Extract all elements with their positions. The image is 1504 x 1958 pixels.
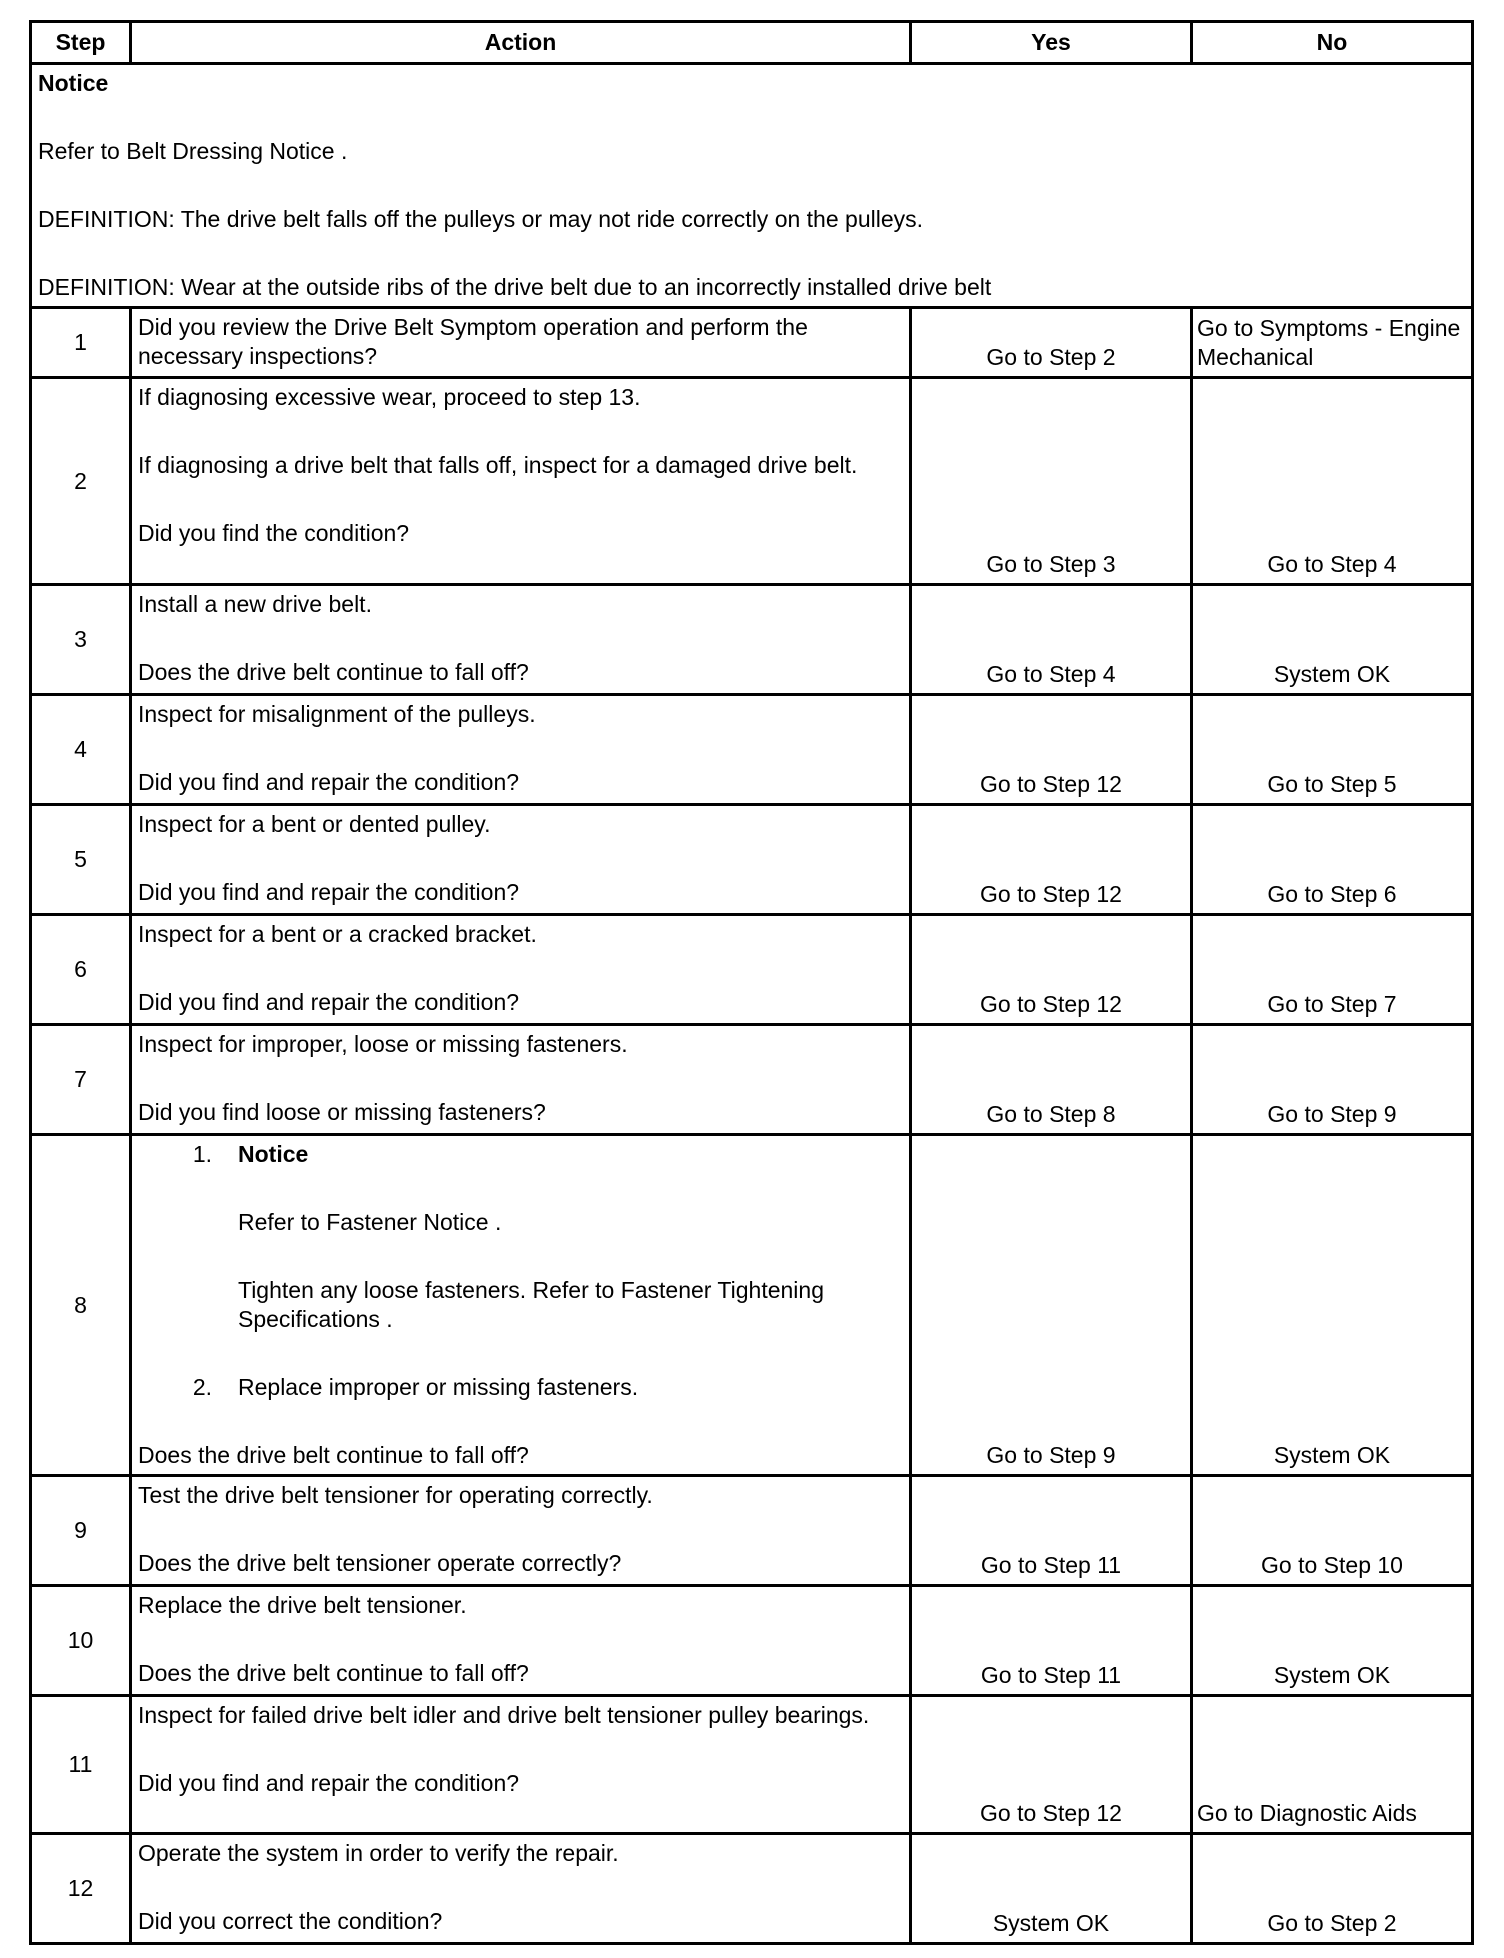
yes-cell: Go to Step 11	[911, 1476, 1192, 1586]
table-row	[31, 1834, 1473, 1944]
action-question: Does the drive belt continue to fall off?	[138, 659, 529, 685]
no-cell: Go to Step 4	[1192, 378, 1473, 585]
table-row	[31, 805, 1473, 915]
no-cell: Go to Step 2	[1192, 1834, 1473, 1944]
yes-cell: Go to Step 8	[911, 1025, 1192, 1135]
list-number: 1.	[192, 1141, 212, 1167]
no-cell: Go to Step 7	[1192, 915, 1473, 1025]
no-cell: System OK	[1192, 585, 1473, 695]
header-step: Step	[31, 22, 131, 64]
step-number: 4	[31, 695, 131, 805]
action-text: Inspect for a bent or dented pulley.	[138, 811, 491, 837]
yes-cell: Go to Step 3	[911, 378, 1192, 585]
action-cell	[131, 378, 911, 585]
action-cell	[131, 695, 911, 805]
action-question: Did you find loose or missing fasteners?	[138, 1099, 546, 1125]
action-question: Did you correct the condition?	[138, 1908, 443, 1934]
header-no: No	[1192, 22, 1473, 64]
yes-cell: Go to Step 11	[911, 1586, 1192, 1696]
no-cell: Go to Step 5	[1192, 695, 1473, 805]
action-question: Does the drive belt continue to fall off?	[138, 1660, 529, 1686]
action-text: If diagnosing excessive wear, proceed to step 13.	[138, 384, 641, 410]
notice-line3: DEFINITION: Wear at the outside ribs of the drive belt due to an incorrectly installed drive belt	[38, 274, 992, 300]
action-cell	[131, 915, 911, 1025]
action-text: Inspect for failed drive belt idler and drive belt tensioner pulley bearings.	[138, 1702, 870, 1728]
list-text: Tighten any loose fasteners. Refer to Fastener Tightening Specifications .	[238, 1277, 824, 1332]
action-question: Did you find the condition?	[138, 520, 410, 546]
yes-cell: Go to Step 2	[911, 308, 1192, 378]
notice-cell	[31, 64, 1473, 308]
action-text: Operate the system in order to verify the repair.	[138, 1840, 619, 1866]
step-number: 9	[31, 1476, 131, 1586]
action-cell	[131, 1696, 911, 1834]
table-row	[31, 378, 1473, 585]
action-cell	[131, 805, 911, 915]
table-row	[31, 1135, 1473, 1476]
action-text: Inspect for a bent or a cracked bracket.	[138, 921, 537, 947]
no-cell: System OK	[1192, 1586, 1473, 1696]
action-cell	[131, 308, 911, 378]
no-cell: Go to Step 10	[1192, 1476, 1473, 1586]
yes-cell: Go to Step 12	[911, 1696, 1192, 1834]
no-cell: Go to Symptoms - Engine Mechanical	[1192, 308, 1473, 378]
step-number: 1	[31, 308, 131, 378]
step-number: 7	[31, 1025, 131, 1135]
action-cell	[131, 1586, 911, 1696]
yes-cell: Go to Step 4	[911, 585, 1192, 695]
no-cell: Go to Step 6	[1192, 805, 1473, 915]
yes-cell: Go to Step 9	[911, 1135, 1192, 1476]
step-number: 3	[31, 585, 131, 695]
action-text: Replace the drive belt tensioner.	[138, 1592, 467, 1618]
action-cell	[131, 1834, 911, 1944]
yes-cell: System OK	[911, 1834, 1192, 1944]
step-number: 11	[31, 1696, 131, 1834]
no-cell: System OK	[1192, 1135, 1473, 1476]
table-row	[31, 915, 1473, 1025]
action-cell	[131, 1025, 911, 1135]
diagnostic-table	[29, 20, 1474, 1945]
step-number: 12	[31, 1834, 131, 1944]
step-number: 8	[31, 1135, 131, 1476]
list-notice-title: Notice	[238, 1141, 309, 1167]
action-cell	[131, 1135, 911, 1476]
table-row	[31, 1586, 1473, 1696]
notice-line1: Refer to Belt Dressing Notice .	[38, 138, 348, 164]
action-text: Inspect for improper, loose or missing fasteners.	[138, 1031, 628, 1057]
table-row	[31, 1696, 1473, 1834]
yes-cell: Go to Step 12	[911, 695, 1192, 805]
step-number: 5	[31, 805, 131, 915]
action-text: Inspect for misalignment of the pulleys.	[138, 701, 536, 727]
list-text: Replace improper or missing fasteners.	[238, 1374, 639, 1400]
list-item	[138, 1140, 903, 1334]
action-text: Test the drive belt tensioner for operating correctly.	[138, 1482, 653, 1508]
action-question: Did you find and repair the condition?	[138, 879, 520, 905]
header-row	[31, 22, 1473, 64]
action-question: Did you find and repair the condition?	[138, 989, 520, 1015]
notice-row	[31, 64, 1473, 308]
action-text: Install a new drive belt.	[138, 591, 372, 617]
no-cell: Go to Step 9	[1192, 1025, 1473, 1135]
list-item	[138, 1373, 903, 1402]
list-text: Refer to Fastener Notice .	[238, 1209, 502, 1235]
header-yes: Yes	[911, 22, 1192, 64]
step-number: 6	[31, 915, 131, 1025]
action-cell	[131, 1476, 911, 1586]
yes-cell: Go to Step 12	[911, 915, 1192, 1025]
table-row	[31, 1476, 1473, 1586]
list-number: 2.	[192, 1374, 212, 1400]
action-question: Did you find and repair the condition?	[138, 769, 520, 795]
action-question: Did you find and repair the condition?	[138, 1770, 520, 1796]
table-row	[31, 308, 1473, 378]
yes-cell: Go to Step 12	[911, 805, 1192, 915]
notice-title: Notice	[38, 70, 109, 96]
action-cell	[131, 585, 911, 695]
header-action: Action	[131, 22, 911, 64]
notice-line2: DEFINITION: The drive belt falls off the pulleys or may not ride correctly on the pulleys.	[38, 206, 924, 232]
table-row	[31, 695, 1473, 805]
action-question: Does the drive belt continue to fall off?	[138, 1442, 529, 1468]
step-number: 2	[31, 378, 131, 585]
step-number: 10	[31, 1586, 131, 1696]
table-row	[31, 1025, 1473, 1135]
action-text: Did you review the Drive Belt Symptom operation and perform the necessary inspections?	[138, 314, 808, 369]
action-question: Does the drive belt tensioner operate correctly?	[138, 1550, 622, 1576]
action-text: If diagnosing a drive belt that falls off, inspect for a damaged drive belt.	[138, 452, 858, 478]
no-cell: Go to Diagnostic Aids	[1192, 1696, 1473, 1834]
table-row	[31, 585, 1473, 695]
